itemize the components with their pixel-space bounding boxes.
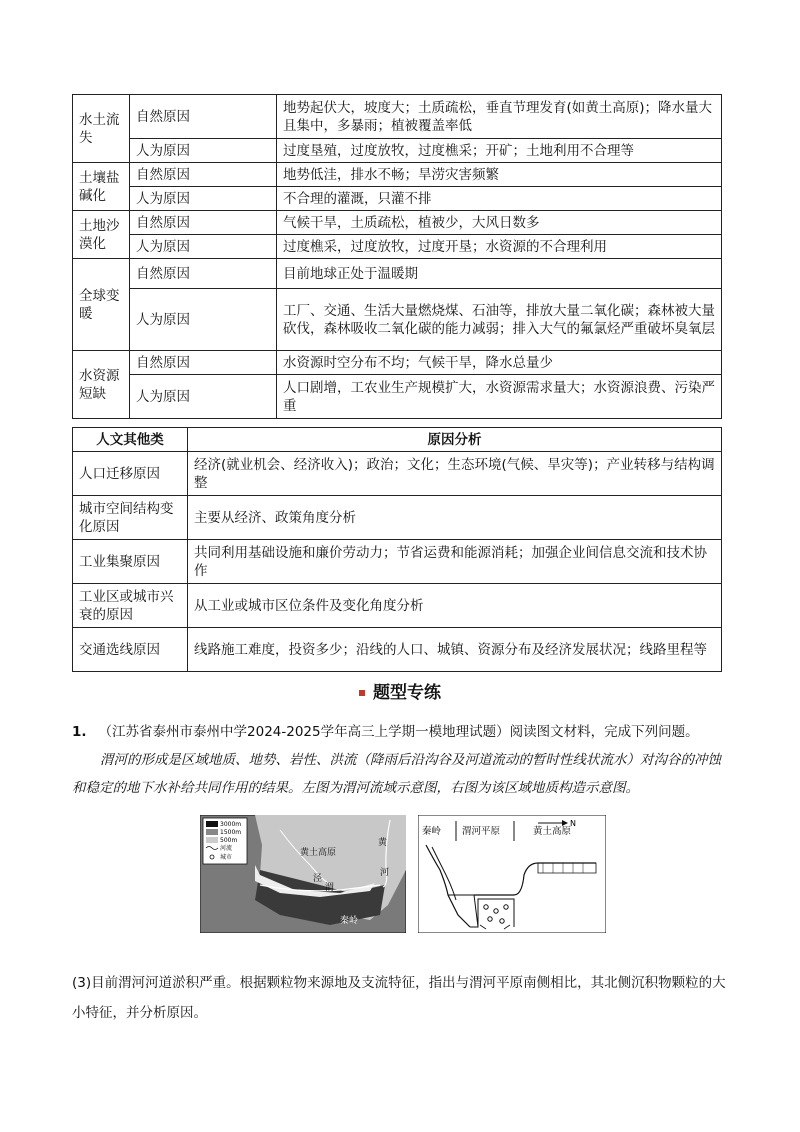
- category-cell: 全球变暖: [73, 259, 130, 351]
- legend-river: 河流: [220, 845, 233, 852]
- category-cell: 水土流失: [73, 95, 130, 163]
- analysis-cell: 从工业或城市区位条件及变化角度分析: [188, 584, 722, 628]
- analysis-cell: 经济(就业机会、经济收入)；政治；文化；生态环境(气候、旱灾等)；产业转移与结构调整: [188, 452, 722, 496]
- category-cell: 交通选线原因: [73, 628, 188, 672]
- analysis-cell: 水资源时空分布不均；气候干旱，降水总量少: [277, 351, 722, 375]
- analysis-cell: 地势起伏大，坡度大；土质疏松，垂直节理发育(如黄土高原)；降水量大且集中，多暴雨；植被覆盖率低: [277, 95, 722, 139]
- legend-city: 城市: [220, 854, 233, 861]
- subcategory-cell: 人为原因: [130, 235, 277, 259]
- question-source: [72, 718, 732, 746]
- analysis-cell: 目前地球正处于温暖期: [277, 259, 722, 289]
- category-cell: 工业集聚原因: [73, 540, 188, 584]
- label-yellow-1: 黄: [378, 838, 388, 848]
- label-loess-plateau: 黄土高原: [300, 848, 337, 858]
- analysis-cell: 线路施工难度，投资多少；沿线的人口、城镇、资源分布及经济发展状况；线路里程等: [188, 628, 722, 672]
- question-number: 1.: [72, 724, 87, 740]
- label-qinling-right: 秦岭: [422, 826, 442, 837]
- geologic-structure-diagram: [418, 815, 606, 933]
- subcategory-cell: 人为原因: [130, 289, 277, 351]
- subcategory-cell: 人为原因: [130, 375, 277, 419]
- category-cell: 工业区或城市兴衰的原因: [73, 584, 188, 628]
- category-cell: 城市空间结构变化原因: [73, 496, 188, 540]
- analysis-cell: 共同利用基础设施和廉价劳动力；节省运费和能源消耗；加强企业间信息交流和技术协作: [188, 540, 722, 584]
- subcategory-cell: 人为原因: [130, 187, 277, 211]
- label-jing: 泾: [313, 874, 323, 884]
- section-title: 题型专练: [0, 678, 800, 703]
- human-causes-table: [72, 427, 722, 672]
- red-square-icon: [359, 690, 365, 696]
- analysis-cell: 工厂、交通、生活大量燃烧煤、石油等，排放大量二氧化碳；森林被大量砍伐，森林吸收二氧化碳的能力减弱；排入大气的氟氯烃严重破坏臭氧层: [277, 289, 722, 351]
- label-yellow-2: 河: [380, 868, 390, 878]
- subcategory-cell: 自然原因: [130, 163, 277, 187]
- subcategory-cell: 人为原因: [130, 139, 277, 163]
- analysis-cell: 过度垦殖，过度放牧，过度樵采；开矿；土地利用不合理等: [277, 139, 722, 163]
- header-category: 人文其他类: [73, 428, 188, 452]
- label-wei: 渭: [325, 883, 335, 893]
- subcategory-cell: 自然原因: [130, 211, 277, 235]
- legend-1500: 1500m: [220, 829, 242, 836]
- legend-3000: 3000m: [220, 821, 242, 828]
- analysis-cell: 地势低洼，排水不畅；旱涝灾害频繁: [277, 163, 722, 187]
- category-cell: 土壤盐碱化: [73, 163, 130, 211]
- wei-river-basin-map: [200, 815, 406, 933]
- analysis-cell: 不合理的灌溉，只灌不排: [277, 187, 722, 211]
- header-analysis: 原因分析: [188, 428, 722, 452]
- legend-500: 500m: [220, 837, 238, 844]
- sub-question-3: (3)目前渭河河道淤积严重。根据颗粒物来源地及支流特征，指出与渭河平原南侧相比，其北侧沉积物颗粒的大小特征，并分析原因。: [72, 975, 726, 1021]
- label-wei-plain: 渭河平原: [462, 826, 501, 837]
- analysis-cell: 人口剧增，工农业生产规模扩大，水资源需求量大；水资源浪费、污染严重: [277, 375, 722, 419]
- label-loess-right: 黄土高原: [533, 826, 572, 837]
- analysis-cell: 主要从经济、政策角度分析: [188, 496, 722, 540]
- label-north: N: [570, 819, 576, 828]
- question-source-text: （江苏省泰州市泰州中学2024-2025学年高三上学期一模地理试题）阅读图文材料，完成下列问题。: [98, 724, 699, 740]
- category-cell: 人口迁移原因: [73, 452, 188, 496]
- subcategory-cell: 自然原因: [130, 351, 277, 375]
- category-cell: 土地沙漠化: [73, 211, 130, 259]
- analysis-cell: 气候干旱，土质疏松，植被少，大风日数多: [277, 211, 722, 235]
- environment-causes-table: [72, 94, 722, 419]
- question-paragraph: 渭河的形成是区域地质、地势、岩性、洪流（降雨后沿沟谷及河道流动的暂时性线状流水）对沟谷的冲蚀和稳定的地下水补给共同作用的结果。左图为渭河流域示意图，右图为该区域地质构造示意图。: [72, 752, 721, 796]
- category-cell: 水资源短缺: [73, 351, 130, 419]
- subcategory-cell: 自然原因: [130, 95, 277, 139]
- subcategory-cell: 自然原因: [130, 259, 277, 289]
- label-qinling: 秦岭: [340, 916, 359, 926]
- analysis-cell: 过度樵采，过度放牧，过度开垦；水资源的不合理利用: [277, 235, 722, 259]
